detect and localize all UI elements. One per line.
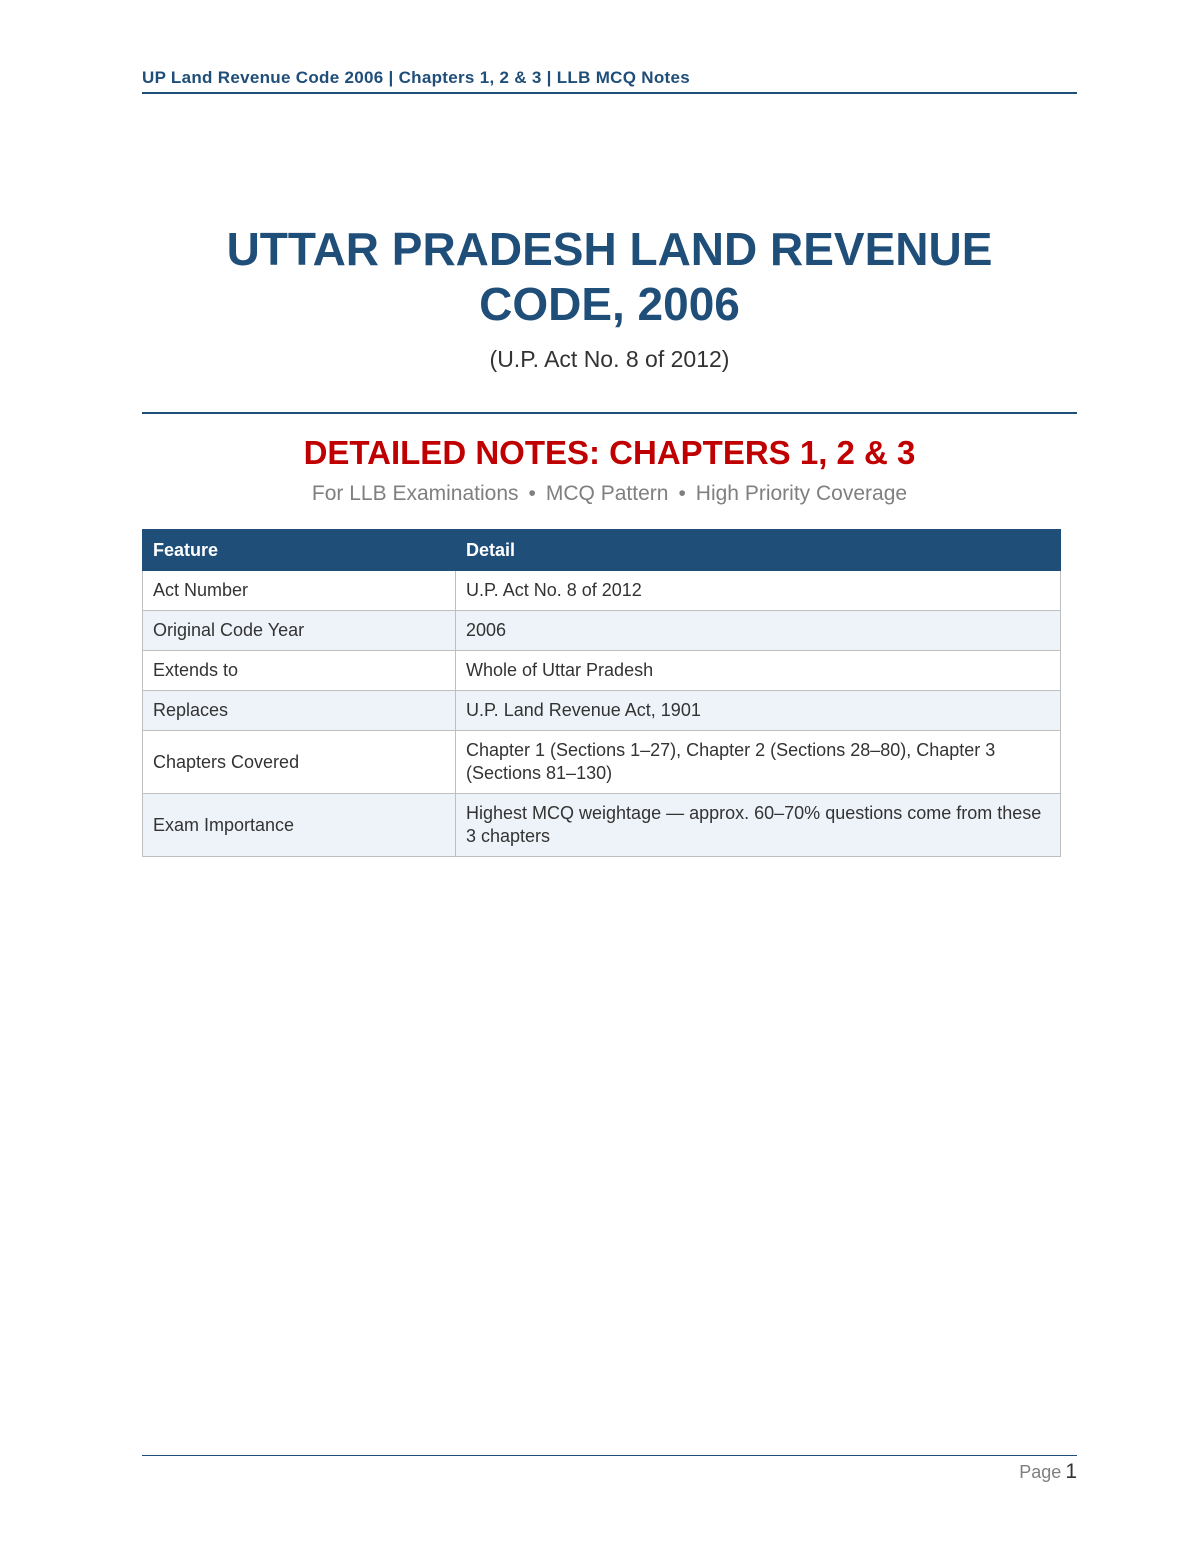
detail-cell: Chapter 1 (Sections 1–27), Chapter 2 (Sections 28–80), Chapter 3 (Sections 81–130)	[456, 731, 1061, 794]
act-subtitle: (U.P. Act No. 8 of 2012)	[489, 346, 730, 372]
title-divider	[142, 412, 1077, 414]
title-line-2: CODE, 2006	[479, 278, 740, 330]
feature-cell: Chapters Covered	[143, 731, 456, 794]
feature-cell: Act Number	[143, 571, 456, 611]
detail-cell: 2006	[456, 611, 1061, 651]
detail-cell: U.P. Land Revenue Act, 1901	[456, 691, 1061, 731]
detail-cell: Highest MCQ weightage — approx. 60–70% questions come from these 3 chapters	[456, 794, 1061, 857]
feature-cell: Extends to	[143, 651, 456, 691]
table-row	[143, 731, 1061, 794]
running-header: UP Land Revenue Code 2006 | Chapters 1, 2 & 3 | LLB MCQ Notes	[142, 68, 1077, 94]
page-number: 1	[1065, 1460, 1077, 1483]
page-footer	[142, 1460, 1077, 1484]
feature-cell: Replaces	[143, 691, 456, 731]
tagline-item: For LLB Examinations	[311, 482, 519, 505]
table-row	[143, 611, 1061, 651]
detail-cell: Whole of Uttar Pradesh	[456, 651, 1061, 691]
document-title	[142, 222, 1077, 332]
table-header-row	[143, 530, 1061, 571]
section-heading: DETAILED NOTES: CHAPTERS 1, 2 & 3	[303, 434, 916, 471]
tagline-item: High Priority Coverage	[695, 482, 908, 505]
page-label: Page	[1019, 1462, 1062, 1482]
title-line-1: UTTAR PRADESH LAND REVENUE	[226, 223, 993, 275]
table-row	[143, 691, 1061, 731]
table-row	[143, 651, 1061, 691]
feature-cell: Original Code Year	[143, 611, 456, 651]
table-row	[143, 571, 1061, 611]
column-header-feature: Feature	[143, 530, 456, 571]
tagline-separator: •	[678, 482, 686, 505]
summary-table	[142, 529, 1061, 857]
footer-divider	[142, 1455, 1077, 1456]
table-row	[143, 794, 1061, 857]
feature-cell: Exam Importance	[143, 794, 456, 857]
tagline	[142, 482, 1077, 506]
tagline-item: MCQ Pattern	[545, 482, 669, 505]
tagline-separator: •	[528, 482, 536, 505]
detail-cell: U.P. Act No. 8 of 2012	[456, 571, 1061, 611]
column-header-detail: Detail	[456, 530, 1061, 571]
